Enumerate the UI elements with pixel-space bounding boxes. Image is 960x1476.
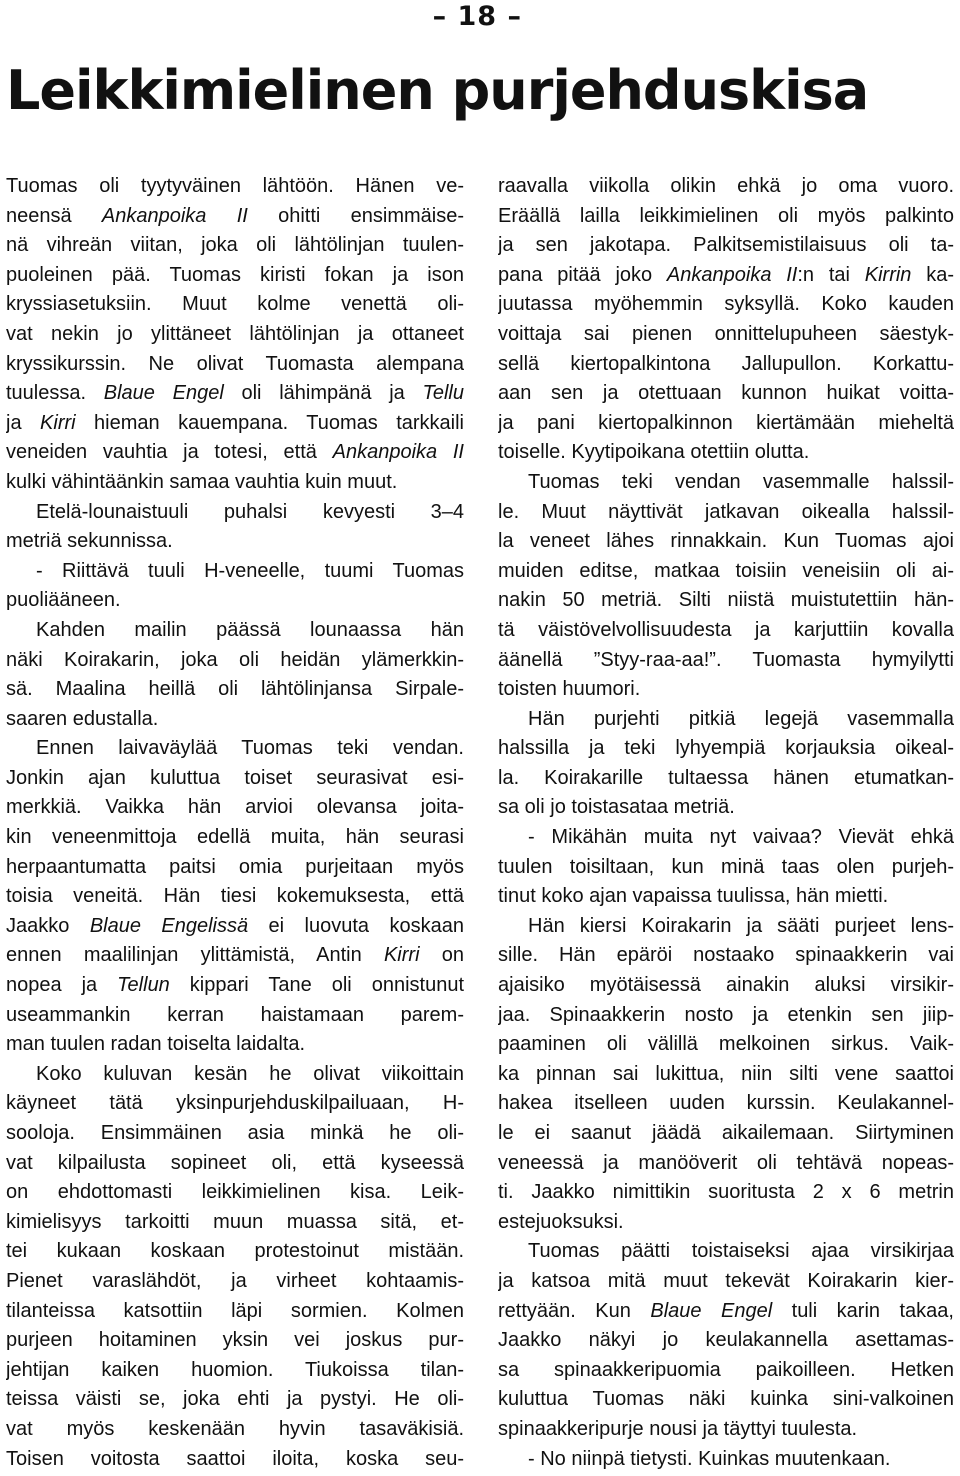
- text-line: tei kukaan koskaan protestoinut mistään.: [6, 1240, 464, 1263]
- text-line: Jaakko näkyi jo keulakannella asettamas-: [498, 1329, 954, 1352]
- text-line: merkkiä. Vaikka hän arvioi olevansa joita-: [6, 796, 464, 819]
- text-line: teissa väisti se, joka ehti ja pystyi. He oli-: [6, 1388, 464, 1411]
- text-line: Koko kuluvan kesän he olivat viikoittain: [36, 1062, 464, 1085]
- text-line: nopea ja Tellun kippari Tane oli onnistunut: [6, 974, 464, 997]
- text-line: puoleinen pää. Tuomas kiristi fokan ja ison: [6, 263, 464, 286]
- text-line: ja Kirri hieman kauempana. Tuomas tarkkaili: [6, 411, 464, 434]
- text-line: - No niinpä tietysti. Kuinkas muutenkaan.: [528, 1447, 891, 1470]
- article-column-right: [498, 172, 954, 1474]
- text-line: aan sen ja otettuaan kunnon huikat voitta-: [498, 382, 954, 405]
- text-line: tä väistövelvollisuudesta ja karjuttiin kovalla: [498, 618, 954, 641]
- text-line: nakin 50 metriä. Silti niistä muistutettiin hän-: [498, 589, 954, 612]
- text-line: Eräällä lailla leikkimielinen oli myös palkinto: [498, 204, 954, 227]
- text-line: Tuomas teki vendan vasemmalle halssil-: [528, 470, 954, 493]
- text-line: Hän purjehti pitkiä legejä vasemmalla: [528, 707, 954, 730]
- text-line: jaa. Spinaakkerin nosto ja etenkin sen jiip-: [498, 1003, 954, 1026]
- text-line: la. Koirakarille tultaessa hänen etumatkan-: [498, 766, 954, 789]
- text-line: voittaja sai pienen onnittelupuheen säestyk-: [498, 322, 954, 345]
- text-line: tilanteissa katsottiin läpi sormien. Kolmen: [6, 1299, 464, 1322]
- text-line: le ei saanut jäädä aikailemaan. Siirtyminen: [498, 1122, 954, 1144]
- text-line: Tuomas oli tyytyväinen lähtöön. Hänen ve-: [6, 175, 464, 197]
- text-line: rettyään. Kun Blaue Engel tuli karin takaa,: [498, 1299, 954, 1322]
- text-line: jehtijan kaiken huomion. Tiukoissa tilan-: [6, 1358, 464, 1381]
- text-line: halssilla ja teki lyhyempiä korjauksia oikeal-: [498, 737, 954, 760]
- text-line: sa spinaakkeripuomia paikoilleen. Hetken: [498, 1358, 954, 1381]
- text-line: tuulessa. Blaue Engel oli lähimpänä ja Tellu: [6, 382, 464, 405]
- text-line: useammankin kerran haistamaan parem-: [6, 1003, 464, 1026]
- text-line: Tuomas päätti toistaiseksi ajaa virsikirjaa: [528, 1240, 954, 1263]
- text-line: Ennen laivaväylää Tuomas teki vendan.: [36, 737, 464, 760]
- text-line: on ehdottomasti leikkimielinen kisa. Leik-: [6, 1181, 464, 1204]
- text-line: näki Koirakarin, joka oli heidän ylämerkkin-: [6, 648, 464, 671]
- text-line: nä vihreän viitan, joka oli lähtölinjan tuulen-: [6, 234, 464, 257]
- text-line: saaren edustalla.: [6, 707, 159, 730]
- text-line: ja katsoa mitä muut tekevät Koirakarin kier-: [498, 1269, 954, 1292]
- text-line: toisten huumori.: [498, 678, 641, 701]
- text-line: Jonkin ajan kuluttua toiset seurasivat esi-: [6, 766, 464, 789]
- text-line: ti. Jaakko nimittikin suoritusta 2 x 6 metrin: [498, 1181, 954, 1204]
- text-line: - Mikähän muita nyt vaivaa? Vievät ehkä: [528, 826, 954, 849]
- text-line: sä. Maalina heillä oli lähtölinjansa Sirpale-: [6, 678, 464, 701]
- text-line: herpaantumatta paitsi omia purjeitaan myös: [6, 855, 464, 878]
- text-line: tinut koko ajan vapaissa tuulissa, hän mietti.: [498, 885, 889, 908]
- text-line: sa oli jo toistasataa metriä.: [498, 796, 735, 819]
- text-line: estejuoksuksi.: [498, 1210, 624, 1233]
- article-title: Leikkimielinen purjehduskisa: [6, 59, 869, 122]
- article-column-left: [6, 172, 464, 1474]
- text-line: Pienet varaslähdöt, ja virheet kohtaamis-: [6, 1269, 464, 1292]
- text-line: tuulen toisiltaan, kun minä taas olen purjeh-: [498, 855, 954, 878]
- text-line: Kahden mailin päässä lounaassa hän: [36, 618, 464, 641]
- text-line: vat kilpailusta sopineet oli, että kyseessä: [6, 1151, 464, 1174]
- text-line: ajaisiko myötäisessä ainakin aluksi virsikir-: [498, 974, 954, 997]
- text-line: le. Muut näyttivät jatkavan oikealla halssil-: [498, 500, 954, 523]
- text-line: spinaakkeripurje nousi ja täyttyi tuulesta.: [498, 1417, 858, 1440]
- text-line: Hän kiersi Koirakarin ja sääti purjeet lens-: [528, 914, 954, 937]
- text-line: ennen maalilinjan ylittämistä, Antin Kirri on: [6, 944, 464, 967]
- text-line: man tuulen radan toiselta laidalta.: [6, 1033, 306, 1056]
- text-line: kulki vähintäänkin samaa vauhtia kuin muut.: [6, 470, 398, 493]
- text-line: kin veneenmittoja edellä muita, hän seurasi: [6, 826, 464, 849]
- text-line: kryssiasetuksiin. Muut kolme venettä oli-: [6, 293, 464, 316]
- text-line: äänellä ”Styy-raa-aa!”. Tuomasta hymyilytti: [498, 648, 954, 671]
- text-line: sooloja. Ensimmäinen asia minkä he oli-: [6, 1122, 464, 1144]
- text-line: - Riittävä tuuli H-veneelle, tuumi Tuomas: [36, 559, 464, 582]
- text-line: kryssikurssin. Ne olivat Tuomasta alempana: [6, 352, 464, 375]
- text-line: puoliääneen.: [6, 589, 121, 612]
- page-number: – 18 –: [432, 1, 522, 32]
- text-line: käyneet tätä yksinpurjehduskilpailuaan, H-: [6, 1092, 464, 1115]
- text-line: pana pitää joko Ankanpoika II:n tai Kirrin ka-: [498, 263, 954, 286]
- text-line: la veneet lähes rinnakkain. Kun Tuomas ajoi: [498, 530, 954, 553]
- text-line: vat nekin jo ylittäneet lähtölinjan ja ottaneet: [6, 322, 464, 345]
- text-line: toisia veneitä. Hän tiesi kokemuksesta, että: [6, 885, 464, 908]
- text-line: sille. Hän epäröi nostaako spinaakkerin vai: [498, 944, 954, 967]
- text-line: ja sen jakotapa. Palkitsemistilaisuus oli ta-: [498, 234, 954, 257]
- text-line: sellä kiertopalkintona Jallupullon. Korkattu-: [498, 352, 954, 375]
- text-line: toiselle. Kyytipoikana otettiin olutta.: [498, 441, 810, 464]
- text-line: metriä sekunnissa.: [6, 530, 173, 553]
- text-line: kuluttua Tuomas näki kuinka sini-valkoinen: [498, 1388, 954, 1411]
- text-line: purjeen hoitaminen yksin vei joskus pur-: [6, 1329, 464, 1352]
- text-line: Jaakko Blaue Engelissä ei luovuta koskaan: [6, 914, 464, 937]
- text-line: muiden editse, matkaa toisiin veneisiin oli ai-: [498, 559, 954, 582]
- text-line: paaminen oli välillä melkoinen sirkus. Vaik-: [498, 1033, 954, 1056]
- text-line: ja pani kiertopalkinnon kiertämään mieheltä: [498, 411, 954, 434]
- text-line: ka pinnan sai lukittua, niin silti vene saattoi: [498, 1062, 954, 1085]
- text-line: veneessä ja manööverit oli tehtävä nopeas-: [498, 1151, 954, 1174]
- text-line: neensä Ankanpoika II ohitti ensimmäise-: [6, 204, 464, 227]
- text-line: vat myös keskenään hyvin tasaväkisiä.: [6, 1417, 464, 1440]
- text-line: veneiden vauhtia ja totesi, että Ankanpoika II: [6, 441, 464, 464]
- text-line: Toisen voitosta saattoi iloita, koska seu-: [6, 1447, 464, 1470]
- text-line: hakea itselleen uuden kurssin. Keulakannel-: [498, 1092, 954, 1115]
- text-line: kimielisyys tarkoitti muun muassa sitä, et-: [6, 1210, 464, 1233]
- text-line: raavalla viikolla olikin ehkä jo oma vuoro.: [498, 175, 954, 197]
- text-line: Etelä-lounaistuuli puhalsi kevyesti 3–4: [36, 500, 464, 523]
- text-line: juutassa myöhemmin syksyllä. Koko kauden: [498, 293, 954, 316]
